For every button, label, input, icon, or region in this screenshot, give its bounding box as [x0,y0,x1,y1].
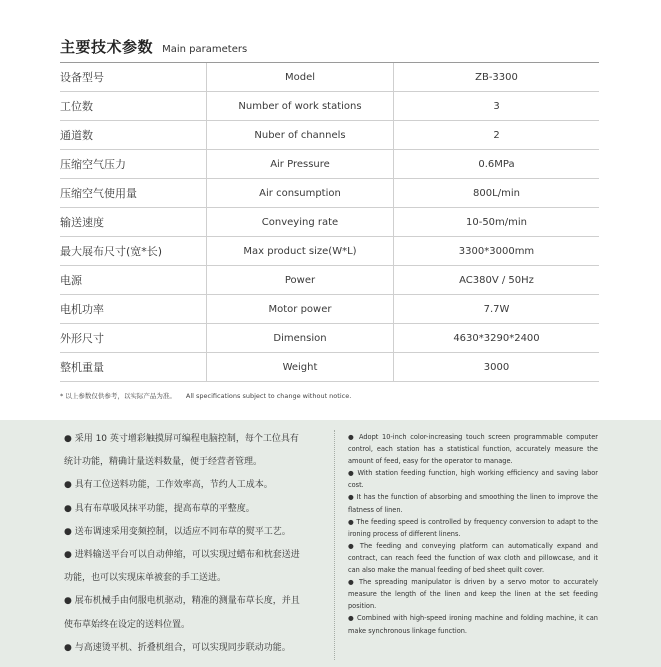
param-name-en: Motor power [207,295,394,324]
feature-en-item: ● The feeding speed is controlled by frequency conversion to adapt to the ironing process of different linens. [348,517,598,538]
disclaimer-english: All specifications subject to change without notice. [185,392,352,400]
feature-cn-line: 功能，也可以实现床单被套的手工送进。 [64,573,227,584]
param-name-cn: 电机功率 [60,295,207,324]
feature-en-item: ● The feeding and conveying platform can automatically expand and contract, can reach feed the function of wax cloth and pillowcase, and it can also make the manual feeding of bed sheet quilt cover. [348,541,598,575]
param-name-cn: 设备型号 [60,63,207,92]
feature-cn-line: ● 具有布草吸风抹平功能，提高布草的平整度。 [64,503,255,514]
param-name-cn: 输送速度 [60,208,207,237]
param-name-en: Conveying rate [207,208,394,237]
param-row [60,121,599,150]
features-chinese-list [64,428,326,660]
feature-en-item: ● Adopt 10-inch color-increasing touch screen programmable computer control, each station has a statistical function, accurately measure the amount of feed, easy for the operator to manage. [348,433,598,466]
param-name-cn: 外形尺寸 [60,324,207,353]
param-name-en: Number of work stations [207,92,394,121]
param-value: 0.6MPa [394,150,600,179]
param-value: 4630*3290*2400 [394,324,600,353]
param-value: 3 [394,92,600,121]
disclaimer-chinese: * 以上参数仅供参考，以实际产品为准。 [60,392,176,400]
param-name-cn: 工位数 [60,92,207,121]
param-name-cn: 电源 [60,266,207,295]
feature-en-item: ● With station feeding function, high working efficiency and saving labor cost. [348,469,598,490]
feature-en-item: ● Combined with high-speed ironing machine and folding machine, it can make synchronous linkage function. [348,614,598,635]
disclaimer-note [60,391,351,400]
param-name-cn: 压缩空气压力 [60,150,207,179]
section-title [60,36,247,57]
parameters-table [60,63,599,382]
param-value: 7.7W [394,295,600,324]
param-row [60,237,599,266]
param-name-en: Max product size(W*L) [207,237,394,266]
param-name-en: Nuber of channels [207,121,394,150]
feature-cn-line: ● 进料输送平台可以自动伸缩，可以实现过蜡布和枕套送进 [64,550,300,561]
param-value: 2 [394,121,600,150]
param-row [60,92,599,121]
param-row [60,266,599,295]
param-name-en: Dimension [207,324,394,353]
param-row [60,353,599,382]
param-value: ZB-3300 [394,63,600,92]
features-divider [334,430,335,660]
param-name-en: Air Pressure [207,150,394,179]
title-english: Main parameters [162,44,248,55]
feature-cn-line: 使布草始终在设定的送料位置。 [64,619,191,630]
param-name-cn: 压缩空气使用量 [60,179,207,208]
title-chinese: 主要技术参数 [60,38,154,56]
param-row [60,179,599,208]
param-value: 10-50m/min [394,208,600,237]
feature-cn-line: ● 具有工位送料功能，工作效率高，节约人工成本。 [64,480,273,491]
param-name-cn: 整机重量 [60,353,207,382]
param-name-en: Weight [207,353,394,382]
param-name-en: Air consumption [207,179,394,208]
param-value: AC380V / 50Hz [394,266,600,295]
param-value: 3300*3000mm [394,237,600,266]
feature-cn-line: ● 展布机械手由伺服电机驱动，精准的测量布草长度，并且 [64,596,300,607]
param-row [60,208,599,237]
param-value: 800L/min [394,179,600,208]
param-value: 3000 [394,353,600,382]
feature-cn-line: ● 送布调速采用变频控制，以适应不同布草的熨平工艺。 [64,526,291,537]
feature-cn-line: ● 与高速烫平机、折叠机组合，可以实现同步联动功能。 [64,642,291,653]
param-row [60,63,599,92]
param-name-en: Power [207,266,394,295]
features-english-list [348,431,598,637]
param-name-cn: 最大展布尺寸(宽*长) [60,237,207,266]
feature-cn-line: 统计功能，精确计量送料数量，便于经营者管理。 [64,457,263,468]
feature-cn-line: ● 采用 10 英寸增彩触摸屏可编程电脑控制，每个工位具有 [64,434,299,444]
param-row [60,295,599,324]
param-name-en: Model [207,63,394,92]
feature-en-item: ● It has the function of absorbing and smoothing the linen to improve the flatness of linen. [348,493,598,514]
param-row [60,150,599,179]
feature-en-item: ● The spreading manipulator is driven by a servo motor to accurately measure the length of the linen and keep the linen at the set feeding position. [348,578,598,611]
param-name-cn: 通道数 [60,121,207,150]
param-row [60,324,599,353]
